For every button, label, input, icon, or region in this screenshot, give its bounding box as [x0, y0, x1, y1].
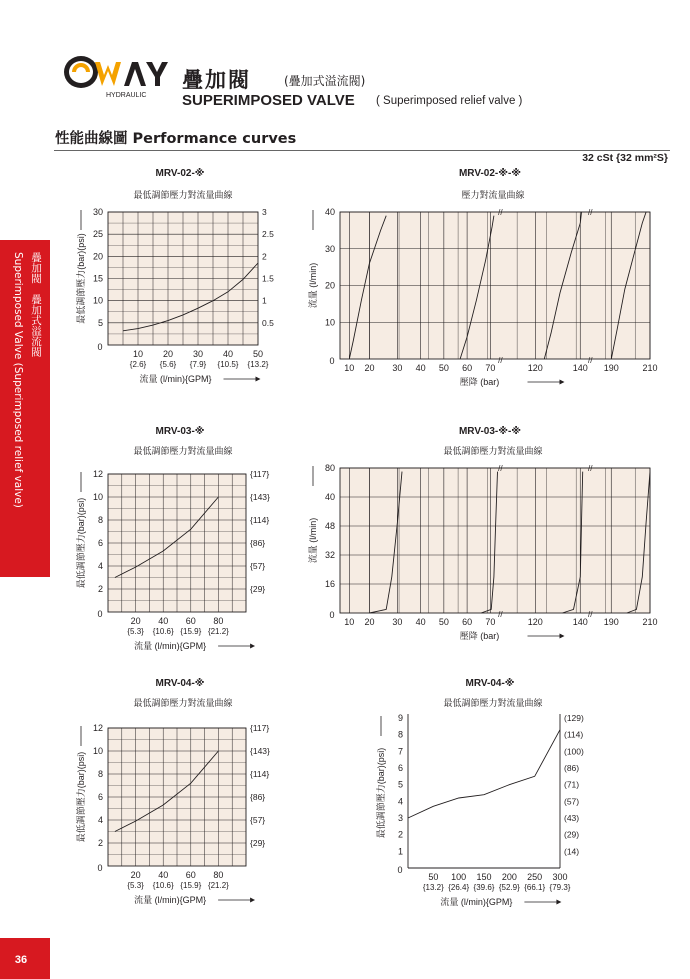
x-tick-label: 120 — [527, 363, 543, 373]
x-tick-label: 60 — [462, 363, 473, 373]
x-tick-label: 190 — [603, 617, 619, 627]
x-axis-title: 壓降 (bar) — [459, 631, 500, 641]
x-tick-label: 80 — [213, 616, 224, 626]
section-title: 性能曲線圖 Performance curves — [55, 131, 297, 147]
series-line-1 — [408, 730, 560, 818]
x-sub-tick-label: {5.3} — [127, 881, 144, 890]
chart-title: 最低調節壓力對流量曲線 — [443, 698, 543, 708]
x-tick-label: 20 — [130, 616, 141, 626]
x-tick-label: 60 — [462, 617, 473, 627]
y-right-tick-label: {57} — [250, 815, 266, 825]
x-sub-tick-label: {13.2} — [247, 360, 269, 369]
chart-c4 — [307, 425, 658, 641]
y-tick-label: 48 — [324, 521, 335, 531]
x-tick-label: 50 — [438, 617, 449, 627]
x-tick-label: 30 — [392, 363, 403, 373]
origin-label: 0 — [97, 609, 103, 619]
y-tick-label: 1 — [397, 846, 403, 857]
y-axis-title: 流量 (l/min) — [308, 517, 318, 564]
x-axis-arrowhead — [250, 898, 255, 903]
y-tick-label: 25 — [92, 229, 103, 240]
chart-c2 — [307, 167, 658, 387]
y-tick-label: 5 — [97, 317, 103, 328]
axis-break-mark: // — [498, 356, 503, 365]
x-tick-label: 50 — [428, 872, 439, 882]
x-sub-tick-label: {52.9} — [498, 883, 520, 892]
x-sub-tick-label: {5.3} — [127, 627, 144, 636]
y-tick-label: 40 — [324, 492, 335, 502]
y-tick-label: 6 — [97, 792, 103, 802]
x-tick-label: 70 — [485, 617, 496, 627]
y-tick-label: 6 — [397, 763, 403, 773]
x-axis-title: 流量 (l/min){GPM} — [134, 641, 207, 651]
y-right-tick-label: {143} — [250, 492, 270, 502]
y-right-tick-label: 2 — [262, 251, 267, 262]
y-right-tick-label: {117} — [250, 723, 270, 733]
y-right-tick-label: 2.5 — [262, 229, 274, 240]
y-tick-label: 30 — [324, 243, 335, 254]
chart-model-label: MRV-04-※ — [155, 678, 205, 689]
y-right-tick-label: (86) — [564, 763, 580, 773]
chart-model-label: MRV-03-※ — [155, 426, 205, 437]
y-right-tick-label: {29} — [250, 584, 266, 594]
y-tick-label: 9 — [397, 713, 403, 723]
x-sub-tick-label: {15.9} — [180, 627, 202, 636]
y-tick-label: 32 — [324, 550, 335, 560]
x-sub-tick-label: {79.3} — [549, 883, 571, 892]
y-tick-label: 4 — [397, 796, 403, 807]
x-tick-label: 50 — [438, 363, 449, 373]
y-tick-label: 16 — [324, 579, 335, 589]
y-axis-title: 最低調節壓力(bar)(psi) — [76, 233, 86, 324]
y-right-tick-label: (43) — [564, 813, 580, 823]
x-tick-label: 10 — [132, 349, 144, 359]
y-right-tick-label: {86} — [250, 792, 266, 802]
chart-title: 最低調節壓力對流量曲線 — [133, 446, 233, 456]
y-tick-label: 10 — [92, 492, 103, 502]
y-tick-label: 12 — [92, 469, 103, 479]
x-axis-arrowhead — [556, 900, 561, 905]
x-axis-title: 流量 (l/min){GPM} — [139, 374, 212, 384]
axis-break-mark: // — [498, 464, 503, 473]
y-tick-label: 4 — [97, 815, 103, 825]
chart-c6 — [375, 677, 584, 907]
page-title-en-sub: ( Superimposed relief valve ) — [376, 95, 523, 107]
chart-c3 — [75, 425, 270, 651]
x-sub-tick-label: {7.9} — [189, 360, 207, 369]
chart-model-label: MRV-02-※-※ — [458, 168, 522, 179]
x-tick-label: 20 — [130, 870, 141, 880]
axis-break-mark: // — [588, 464, 593, 473]
x-tick-label: 40 — [158, 616, 169, 626]
x-sub-tick-label: {66.1} — [524, 883, 546, 892]
x-tick-label: 140 — [572, 617, 588, 627]
y-tick-label: 2 — [397, 829, 403, 840]
x-tick-label: 200 — [501, 872, 517, 882]
y-tick-label: 6 — [97, 538, 103, 548]
x-tick-label: 210 — [642, 363, 658, 373]
y-tick-label: 30 — [92, 207, 103, 217]
y-tick-label: 4 — [97, 561, 103, 571]
y-right-tick-label: 3 — [262, 207, 267, 217]
y-right-tick-label: (14) — [564, 846, 580, 857]
origin-label: 0 — [329, 610, 335, 620]
x-axis-arrowhead — [250, 644, 255, 649]
chart-c5 — [75, 677, 270, 905]
x-tick-label: 40 — [158, 870, 169, 880]
x-tick-label: 50 — [252, 349, 264, 359]
y-right-tick-label: (100) — [564, 746, 584, 757]
x-tick-label: 10 — [344, 617, 355, 627]
y-right-tick-label: {86} — [250, 538, 266, 548]
x-tick-label: 60 — [185, 870, 196, 880]
x-sub-tick-label: {39.6} — [473, 883, 495, 892]
y-tick-label: 8 — [97, 769, 103, 779]
y-right-tick-label: (57) — [564, 796, 580, 807]
x-sub-tick-label: {21.2} — [207, 881, 229, 890]
chart-title: 最低調節壓力對流量曲線 — [133, 698, 233, 708]
x-axis-title: 流量 (l/min){GPM} — [440, 897, 513, 907]
y-tick-label: 7 — [397, 746, 403, 757]
x-tick-label: 70 — [485, 363, 496, 373]
x-tick-label: 30 — [392, 617, 403, 627]
y-tick-label: 8 — [397, 729, 403, 740]
axis-break-mark: // — [498, 208, 503, 217]
axis-break-mark: // — [588, 610, 593, 619]
y-tick-label: 40 — [324, 207, 335, 217]
y-tick-label: 3 — [397, 813, 403, 823]
chart-title: 最低調節壓力對流量曲線 — [443, 446, 543, 456]
y-right-tick-label: (71) — [564, 779, 580, 790]
y-axis-title: 最低調節壓力(bar)(psi) — [76, 751, 86, 843]
x-tick-label: 80 — [213, 870, 224, 880]
chart-title: 最低調節壓力對流量曲線 — [133, 190, 233, 200]
y-tick-label: 5 — [397, 779, 403, 790]
origin-label: 0 — [329, 356, 335, 366]
y-tick-label: 80 — [324, 463, 335, 473]
y-tick-label: 2 — [97, 584, 103, 594]
x-tick-label: 190 — [603, 363, 619, 373]
x-sub-tick-label: {26.4} — [448, 883, 470, 892]
x-tick-label: 120 — [527, 617, 543, 627]
x-tick-label: 40 — [222, 349, 234, 359]
x-axis-title: 流量 (l/min){GPM} — [134, 895, 207, 905]
y-tick-label: 15 — [92, 273, 103, 284]
page-title-cn: 疊加閥 — [182, 68, 251, 92]
viscosity-note: 32 cSt {32 mm²S} — [582, 152, 668, 164]
side-tab-text-en: Superimposed Valve (Superimposed relief valve) — [12, 252, 24, 508]
x-tick-label: 20 — [162, 349, 174, 359]
chart-c1 — [75, 167, 274, 384]
y-axis-title: 流量 (l/min) — [308, 262, 318, 309]
y-right-tick-label: (129) — [564, 713, 584, 723]
page-title-cn-sub: (疊加式溢流閥) — [284, 74, 366, 88]
origin-label: 0 — [97, 342, 103, 352]
x-tick-label: 210 — [642, 617, 658, 627]
y-right-tick-label: {117} — [250, 469, 270, 479]
axis-break-mark: // — [588, 208, 593, 217]
x-tick-label: 140 — [572, 363, 588, 373]
x-tick-label: 300 — [552, 872, 568, 882]
x-sub-tick-label: {10.6} — [152, 627, 174, 636]
x-sub-tick-label: {21.2} — [207, 627, 229, 636]
y-axis-title: 最低調節壓力(bar)(psi) — [76, 497, 86, 589]
y-right-tick-label: 1.5 — [262, 273, 274, 284]
x-axis-arrowhead — [560, 634, 565, 639]
y-tick-label: 20 — [324, 280, 335, 291]
x-sub-tick-label: {5.6} — [159, 360, 177, 369]
origin-label: 0 — [397, 865, 403, 875]
axis-break-mark: // — [498, 610, 503, 619]
y-right-tick-label: {143} — [250, 746, 270, 756]
page-number: 36 — [14, 954, 28, 966]
y-right-tick-label: 1 — [262, 295, 267, 306]
x-axis-arrowhead — [256, 377, 261, 382]
x-sub-tick-label: {10.6} — [152, 881, 174, 890]
y-tick-label: 10 — [92, 746, 103, 756]
y-right-tick-label: 0.5 — [262, 317, 274, 328]
y-tick-label: 20 — [92, 251, 103, 262]
axis-break-mark: // — [588, 356, 593, 365]
chart-model-label: MRV-03-※-※ — [458, 426, 522, 437]
x-tick-label: 20 — [364, 617, 375, 627]
side-tab-text-cn: 疊加閥 疊加式溢流閥 — [30, 252, 42, 357]
x-tick-label: 150 — [476, 872, 492, 882]
y-right-tick-label: {114} — [250, 515, 270, 525]
y-tick-label: 8 — [97, 515, 103, 525]
y-right-tick-label: (114) — [564, 729, 584, 740]
x-sub-tick-label: {10.5} — [217, 360, 239, 369]
x-tick-label: 10 — [344, 363, 355, 373]
y-tick-label: 12 — [92, 723, 103, 733]
y-axis-title: 最低調節壓力(bar)(psi) — [376, 747, 386, 839]
y-right-tick-label: {29} — [250, 838, 266, 848]
origin-label: 0 — [97, 863, 103, 873]
page-title-en: SUPERIMPOSED VALVE — [182, 92, 355, 109]
y-tick-label: 10 — [324, 317, 335, 328]
y-right-tick-label: {57} — [250, 561, 266, 571]
x-tick-label: 100 — [451, 872, 467, 882]
x-axis-arrowhead — [560, 380, 565, 385]
x-tick-label: 250 — [527, 872, 543, 882]
y-tick-label: 2 — [97, 838, 103, 848]
chart-model-label: MRV-02-※ — [155, 168, 205, 179]
x-tick-label: 30 — [192, 349, 204, 359]
x-axis-title: 壓降 (bar) — [459, 377, 500, 387]
brand-tagline: HYDRAULIC — [106, 92, 147, 99]
y-tick-label: 10 — [92, 295, 103, 306]
x-sub-tick-label: {15.9} — [180, 881, 202, 890]
x-tick-label: 40 — [415, 363, 426, 373]
x-sub-tick-label: {2.6} — [129, 360, 147, 369]
y-right-tick-label: (29) — [564, 829, 580, 840]
x-tick-label: 20 — [364, 363, 375, 373]
x-tick-label: 60 — [185, 616, 196, 626]
y-right-tick-label: {114} — [250, 769, 270, 779]
x-sub-tick-label: {13.2} — [422, 883, 444, 892]
chart-title: 壓力對流量曲線 — [461, 190, 525, 200]
x-tick-label: 40 — [415, 617, 426, 627]
chart-model-label: MRV-04-※ — [465, 678, 515, 689]
